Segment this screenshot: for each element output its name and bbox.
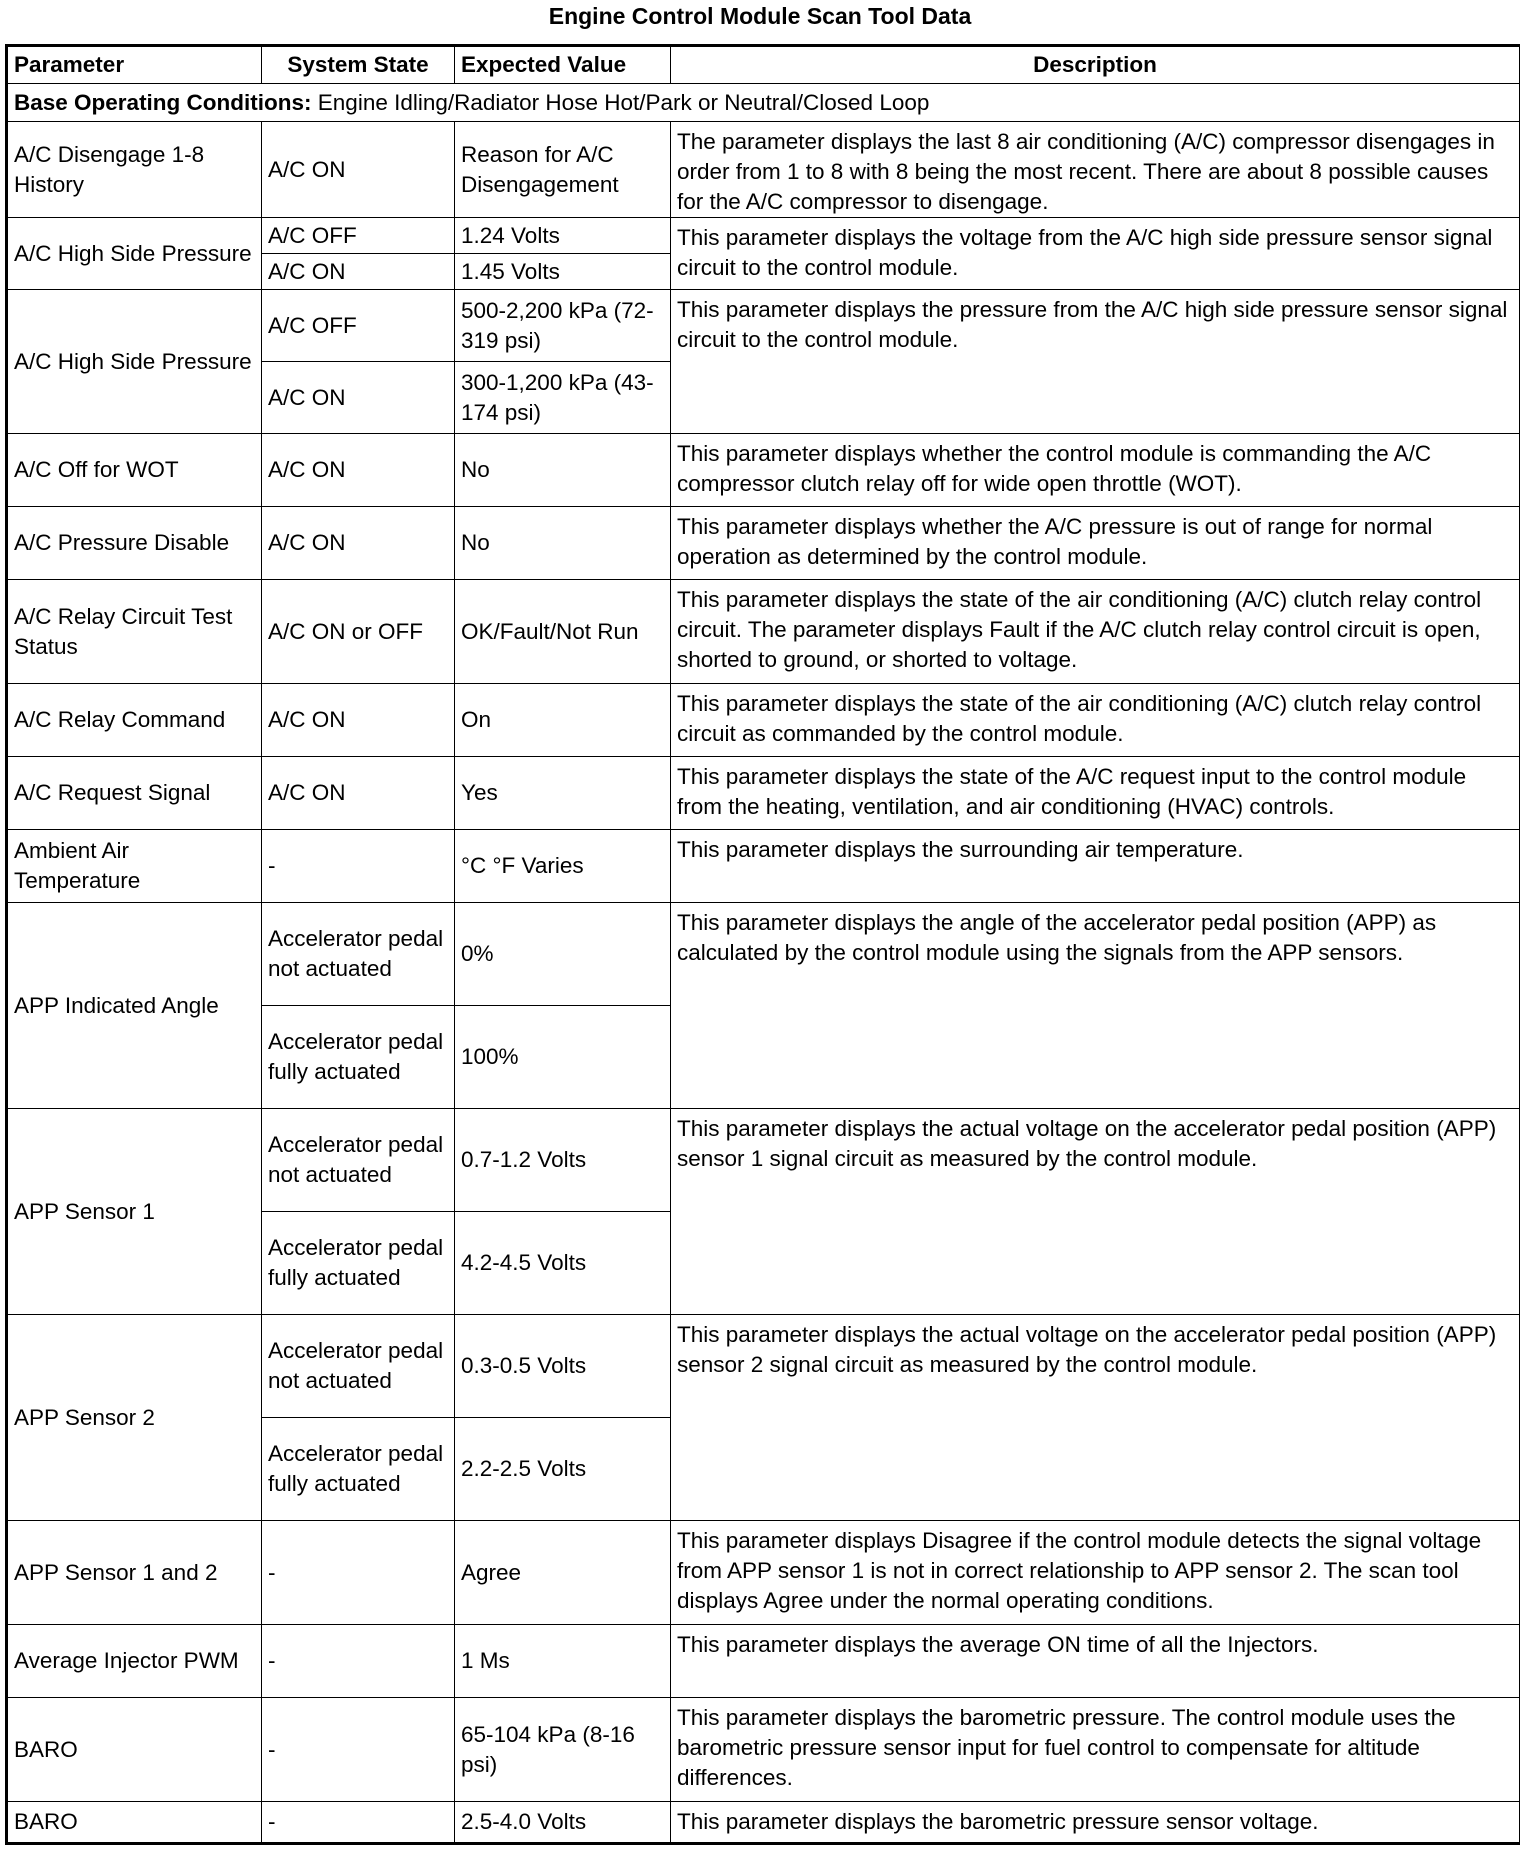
expected-value-cell: 2.5-4.0 Volts xyxy=(455,1802,671,1844)
description-cell: This parameter displays the average ON time of all the Injectors. xyxy=(671,1625,1520,1698)
system-state-cell: Accelerator pedal not actuated xyxy=(262,903,455,1006)
expected-value-cell: 0.7-1.2 Volts xyxy=(455,1109,671,1212)
description-cell: This parameter displays whether the control module is commanding the A/C compressor clutch relay off for wide open throttle (WOT). xyxy=(671,434,1520,507)
description-cell: This parameter displays the voltage from the A/C high side pressure sensor signal circuit to the control module. xyxy=(671,218,1520,290)
description-cell: This parameter displays the actual voltage on the accelerator pedal position (APP) sensor 2 signal circuit as measured by the control module. xyxy=(671,1315,1520,1521)
system-state-cell: A/C ON xyxy=(262,507,455,580)
expected-value-cell: 1 Ms xyxy=(455,1625,671,1698)
system-state-cell: - xyxy=(262,1802,455,1844)
system-state-cell: - xyxy=(262,1625,455,1698)
system-state-cell: A/C ON xyxy=(262,684,455,757)
expected-value-cell: 1.24 Volts xyxy=(455,218,671,254)
expected-value-cell: 4.2-4.5 Volts xyxy=(455,1212,671,1315)
table-row xyxy=(7,757,1520,830)
expected-value-cell: 100% xyxy=(455,1006,671,1109)
table-row xyxy=(7,507,1520,580)
expected-value-cell: 1.45 Volts xyxy=(455,254,671,290)
system-state-cell: A/C ON xyxy=(262,254,455,290)
parameter-cell: Ambient Air Temperature xyxy=(7,830,262,903)
table-row xyxy=(7,434,1520,507)
expected-value-cell: 0.3-0.5 Volts xyxy=(455,1315,671,1418)
table-row xyxy=(7,580,1520,684)
expected-value-cell: 500-2,200 kPa (72-319 psi) xyxy=(455,290,671,362)
parameter-cell: APP Indicated Angle xyxy=(7,903,262,1109)
description-cell: The parameter displays the last 8 air conditioning (A/C) compressor disengages in order from 1 to 8 with 8 being the most recent. There are about 8 possible causes for the A/C compressor to disengage. xyxy=(671,122,1520,218)
table-row xyxy=(7,684,1520,757)
column-header-description: Description xyxy=(671,46,1520,84)
description-cell: This parameter displays the barometric pressure. The control module uses the barometric pressure sensor input for fuel control to compensate for altitude differences. xyxy=(671,1698,1520,1802)
parameter-cell: APP Sensor 1 xyxy=(7,1109,262,1315)
description-cell: This parameter displays the state of the A/C request input to the control module from the heating, ventilation, and air conditioning (HVAC) controls. xyxy=(671,757,1520,830)
description-cell: This parameter displays the state of the air conditioning (A/C) clutch relay control circuit. The parameter displays Fault if the A/C clutch relay control circuit is open, shorted to ground, or shorted to voltage. xyxy=(671,580,1520,684)
description-cell: This parameter displays the surrounding air temperature. xyxy=(671,830,1520,903)
base-conditions-label: Base Operating Conditions: xyxy=(14,89,312,115)
column-header-parameter: Parameter xyxy=(7,46,262,84)
system-state-cell: A/C ON xyxy=(262,757,455,830)
table-row xyxy=(7,290,1520,362)
description-cell: This parameter displays the actual voltage on the accelerator pedal position (APP) sensor 1 signal circuit as measured by the control module. xyxy=(671,1109,1520,1315)
table-row xyxy=(7,1109,1520,1212)
system-state-cell: - xyxy=(262,1698,455,1802)
system-state-cell: A/C ON or OFF xyxy=(262,580,455,684)
table-row xyxy=(7,1802,1520,1844)
table-row xyxy=(7,122,1520,218)
system-state-cell: A/C OFF xyxy=(262,290,455,362)
table-row xyxy=(7,1315,1520,1418)
expected-value-cell: No xyxy=(455,434,671,507)
system-state-cell: Accelerator pedal fully actuated xyxy=(262,1418,455,1521)
expected-value-cell: Reason for A/C Disengagement xyxy=(455,122,671,218)
system-state-cell: Accelerator pedal fully actuated xyxy=(262,1006,455,1109)
description-cell: This parameter displays whether the A/C pressure is out of range for normal operation as determined by the control module. xyxy=(671,507,1520,580)
expected-value-cell: 300-1,200 kPa (43-174 psi) xyxy=(455,362,671,434)
system-state-cell: Accelerator pedal fully actuated xyxy=(262,1212,455,1315)
system-state-cell: Accelerator pedal not actuated xyxy=(262,1315,455,1418)
base-conditions-text: Engine Idling/Radiator Hose Hot/Park or Neutral/Closed Loop xyxy=(311,89,930,115)
parameter-cell: APP Sensor 1 and 2 xyxy=(7,1521,262,1625)
parameter-cell: Average Injector PWM xyxy=(7,1625,262,1698)
parameter-cell: BARO xyxy=(7,1802,262,1844)
expected-value-cell: No xyxy=(455,507,671,580)
expected-value-cell: Agree xyxy=(455,1521,671,1625)
system-state-cell: - xyxy=(262,1521,455,1625)
page-title: Engine Control Module Scan Tool Data xyxy=(548,3,972,29)
expected-value-cell: 0% xyxy=(455,903,671,1006)
table-header-row xyxy=(7,46,1520,84)
base-conditions-row xyxy=(7,84,1520,122)
description-cell: This parameter displays the state of the air conditioning (A/C) clutch relay control circuit as commanded by the control module. xyxy=(671,684,1520,757)
parameter-cell: A/C Relay Command xyxy=(7,684,262,757)
description-cell: This parameter displays the pressure from the A/C high side pressure sensor signal circuit to the control module. xyxy=(671,290,1520,434)
scan-data-table xyxy=(5,44,1520,1845)
parameter-cell: A/C Relay Circuit Test Status xyxy=(7,580,262,684)
parameter-cell: A/C Disengage 1-8 History xyxy=(7,122,262,218)
expected-value-cell: 2.2-2.5 Volts xyxy=(455,1418,671,1521)
column-header-expected-value: Expected Value xyxy=(455,46,671,84)
system-state-cell: A/C ON xyxy=(262,122,455,218)
description-cell: This parameter displays Disagree if the control module detects the signal voltage from APP sensor 1 is not in correct relationship to APP sensor 2. The scan tool displays Agree under the normal operating conditions. xyxy=(671,1521,1520,1625)
table-row xyxy=(7,218,1520,254)
column-header-system-state: System State xyxy=(262,46,455,84)
table-row xyxy=(7,903,1520,1006)
parameter-cell: APP Sensor 2 xyxy=(7,1315,262,1521)
table-row xyxy=(7,1698,1520,1802)
parameter-cell: A/C Request Signal xyxy=(7,757,262,830)
table-row xyxy=(7,1625,1520,1698)
description-cell: This parameter displays the angle of the accelerator pedal position (APP) as calculated by the control module using the signals from the APP sensors. xyxy=(671,903,1520,1109)
base-conditions-cell xyxy=(7,84,1520,122)
table-row xyxy=(7,830,1520,903)
system-state-cell: A/C ON xyxy=(262,434,455,507)
parameter-cell: A/C High Side Pressure xyxy=(7,290,262,434)
expected-value-cell: Yes xyxy=(455,757,671,830)
parameter-cell: A/C High Side Pressure xyxy=(7,218,262,290)
expected-value-cell: °C °F Varies xyxy=(455,830,671,903)
expected-value-cell: OK/Fault/Not Run xyxy=(455,580,671,684)
parameter-cell: A/C Off for WOT xyxy=(7,434,262,507)
expected-value-cell: On xyxy=(455,684,671,757)
system-state-cell: A/C OFF xyxy=(262,218,455,254)
system-state-cell: Accelerator pedal not actuated xyxy=(262,1109,455,1212)
system-state-cell: - xyxy=(262,830,455,903)
parameter-cell: BARO xyxy=(7,1698,262,1802)
table-row xyxy=(7,1521,1520,1625)
system-state-cell: A/C ON xyxy=(262,362,455,434)
parameter-cell: A/C Pressure Disable xyxy=(7,507,262,580)
description-cell: This parameter displays the barometric pressure sensor voltage. xyxy=(671,1802,1520,1844)
expected-value-cell: 65-104 kPa (8-16 psi) xyxy=(455,1698,671,1802)
